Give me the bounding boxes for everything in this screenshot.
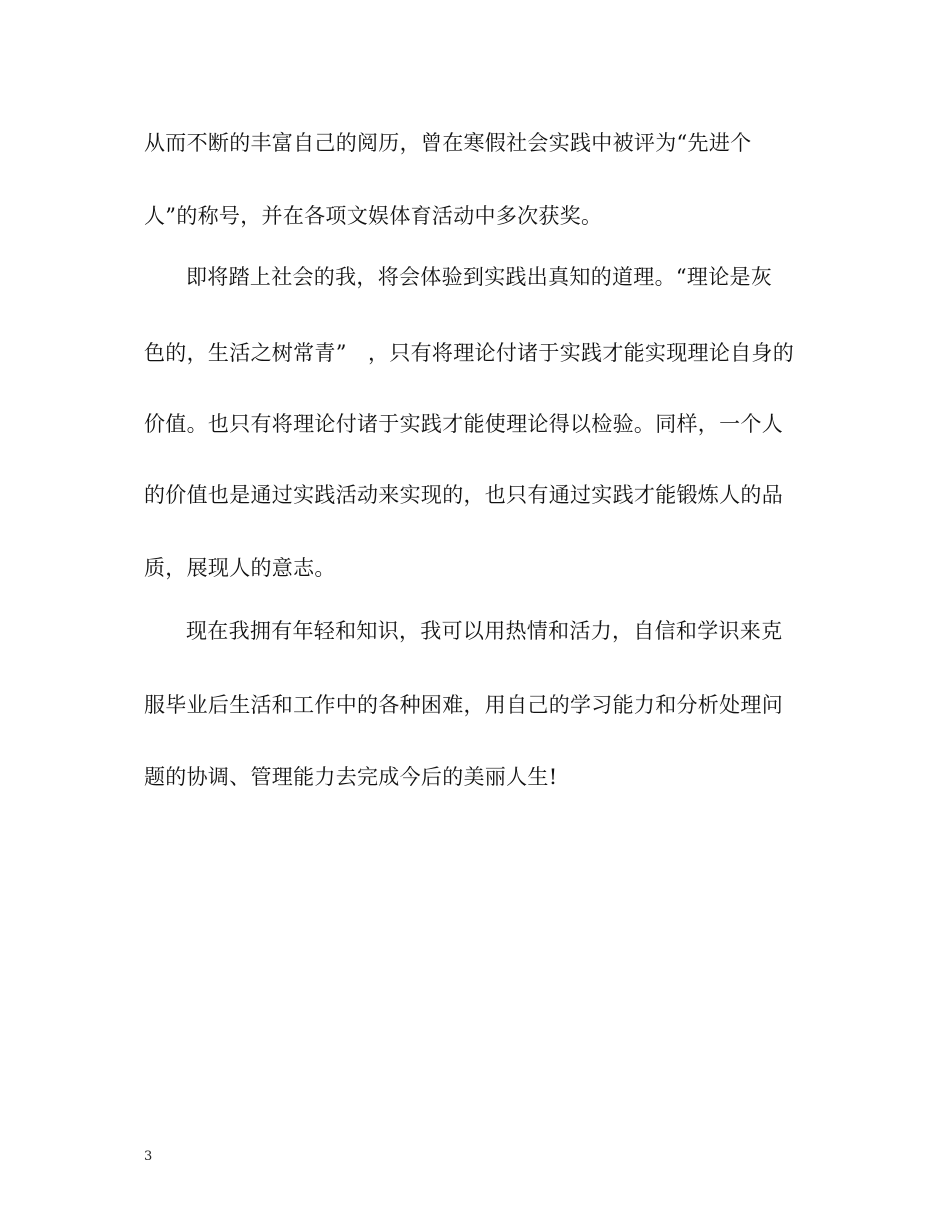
text-line: 人”的称号，并在各项文娱体育活动中多次获奖。	[144, 204, 603, 228]
text-line: 题的协调、管理能力去完成今后的美丽人生!	[144, 765, 558, 789]
text-line: 质，展现人的意志。	[144, 556, 336, 580]
text-line: 现在我拥有年轻和知识，我可以用热情和活力，自信和学识来克	[186, 619, 783, 643]
text-line: 从而不断的丰富自己的阅历，曾在寒假社会实践中被评为“先进个	[144, 131, 752, 155]
text-line: 即将踏上社会的我，将会体验到实践出真知的道理。“理论是灰	[186, 265, 773, 289]
text-line: 色的，生活之树常青” ，只有将理论付诸于实践才能实现理论自身的	[144, 341, 795, 365]
text-line: 价值。也只有将理论付诸于实践才能使理论得以检验。同样，一个人	[144, 412, 783, 436]
text-line: 的价值也是通过实践活动来实现的，也只有通过实践才能锻炼人的品	[144, 483, 783, 507]
page-number: 3	[144, 1149, 153, 1164]
text-line: 服毕业后生活和工作中的各种困难，用自己的学习能力和分析处理问	[144, 693, 783, 717]
